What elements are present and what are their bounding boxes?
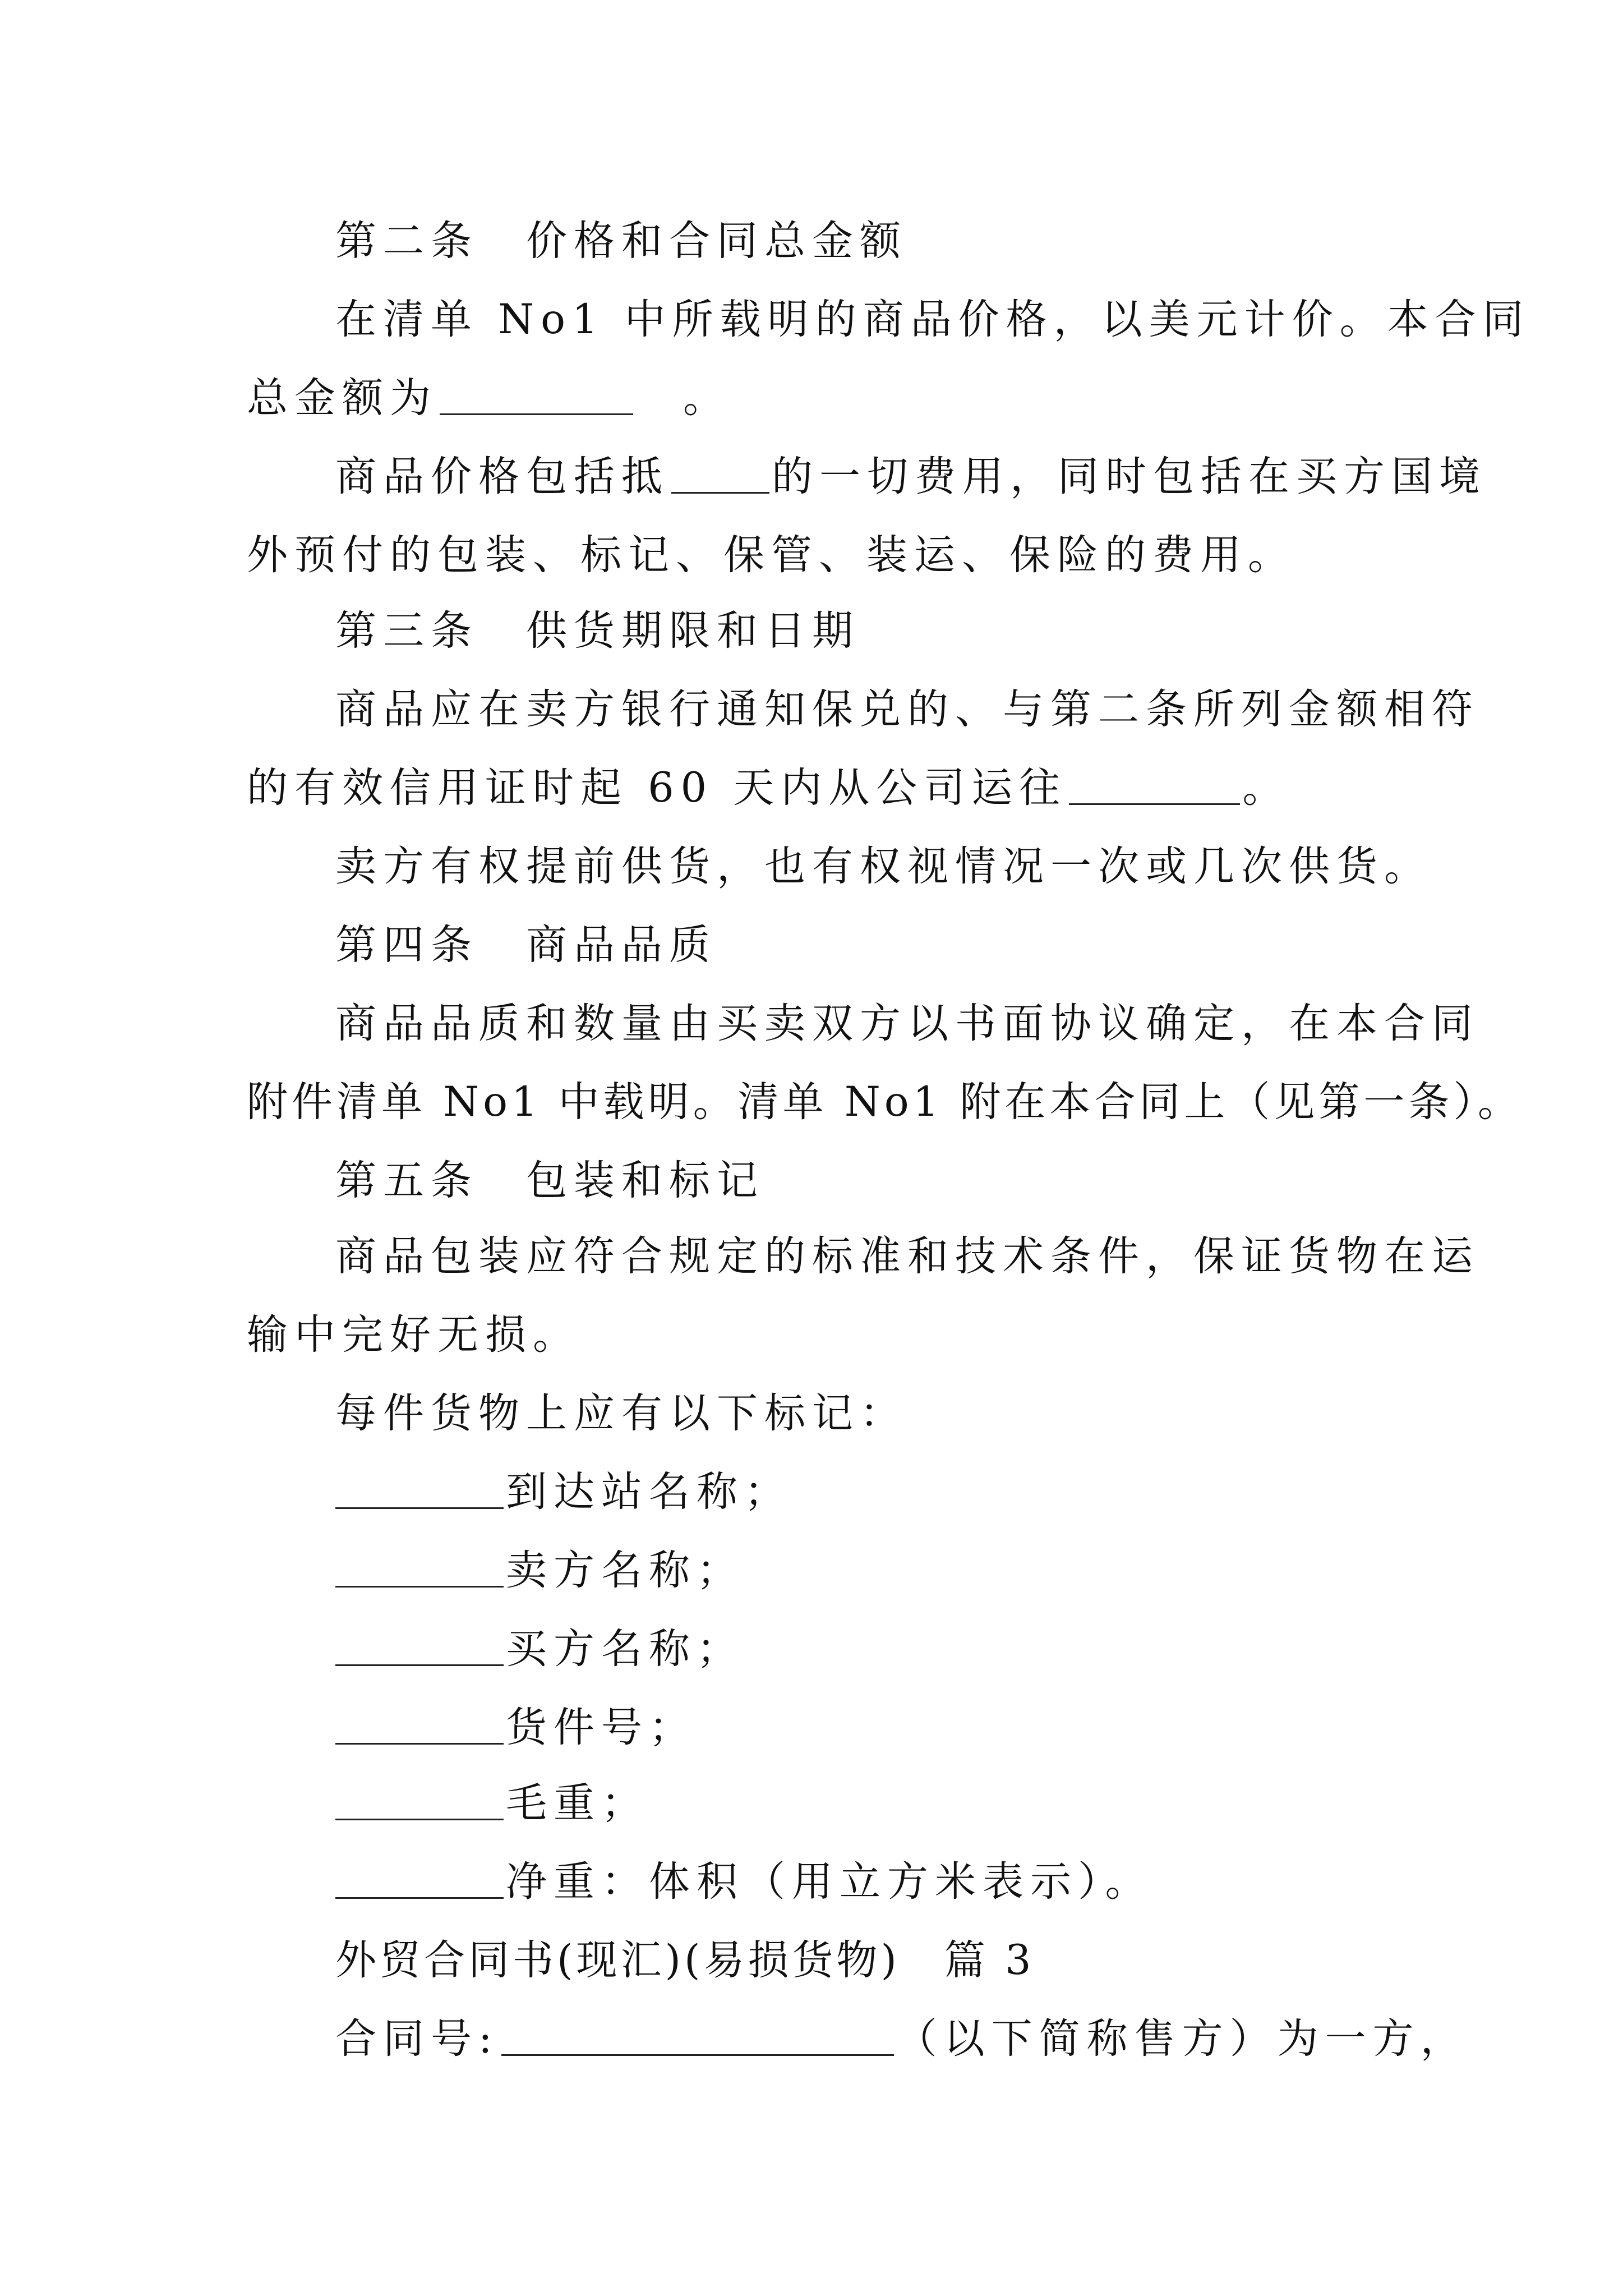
marking-label-3: 买方名称； <box>506 1625 744 1673</box>
section-title: 外贸合同书(现汇)(易损货物) 篇 3 <box>335 1936 1035 1984</box>
contract-party-text: （以下简称售方）为一方， <box>896 2015 1468 2063</box>
price-includes-text: 商品价格包括抵 <box>335 453 669 500</box>
article-2-paragraph-1-line-1: 在清单 No1 中所载明的商品价格，以美元计价。本合同 <box>335 296 1530 343</box>
article-3-paragraph-1-line-2 <box>247 763 1396 813</box>
article-3-title: 第三条 供货期限和日期 <box>335 607 860 655</box>
total-amount-end: 。 <box>635 374 731 422</box>
article-4-paragraph-1-line-1: 商品品质和数量由买卖双方以书面协议确定，在本合同 <box>335 1000 1479 1047</box>
article-3-paragraph-1-line-1: 商品应在卖方银行通知保兑的、与第二条所列金额相符 <box>335 685 1479 733</box>
marking-item-net-weight <box>335 1857 1485 1907</box>
article-4-paragraph-1-line-2: 附件清单 No1 中载明。清单 No1 附在本合同上（见第一条）。 <box>247 1078 1523 1126</box>
article-5-title: 第五条 包装和标记 <box>335 1157 764 1204</box>
marking-label-4: 货件号； <box>506 1704 697 1751</box>
article-5-paragraph-2: 每件货物上应有以下标记： <box>335 1389 907 1437</box>
article-2-title: 第二条 价格和合同总金额 <box>335 217 907 265</box>
marking-label-5: 毛重； <box>506 1779 649 1827</box>
shipment-destination-blank <box>1069 767 1240 805</box>
marking-blank-4 <box>335 1707 504 1745</box>
article-5-paragraph-1-line-1: 商品包装应符合规定的标准和技术条件，保证货物在运 <box>335 1232 1479 1280</box>
destination-blank <box>671 456 769 494</box>
marking-item-gross-weight <box>335 1778 1485 1829</box>
shipment-period-end: 。 <box>1242 764 1290 812</box>
shipment-period-text: 的有效信用证时起 60 天内从公司运往 <box>247 764 1067 812</box>
marking-blank-1 <box>335 1471 504 1509</box>
article-5-paragraph-1-line-2: 输中完好无损。 <box>247 1311 580 1359</box>
marking-label-2: 卖方名称； <box>506 1547 744 1594</box>
article-2-paragraph-1-line-2 <box>247 373 1396 424</box>
marking-blank-6 <box>335 1861 504 1899</box>
contract-number-label: 合同号: <box>335 2015 499 2063</box>
marking-item-station <box>335 1467 1485 1517</box>
marking-label-1: 到达站名称； <box>506 1468 792 1516</box>
article-4-title: 第四条 商品品质 <box>335 921 717 969</box>
total-amount-label: 总金额为 <box>247 374 437 422</box>
marking-item-package-number <box>335 1703 1485 1753</box>
article-2-paragraph-2-line-2: 外预付的包装、标记、保管、装运、保险的费用。 <box>247 531 1295 579</box>
marking-blank-2 <box>335 1550 504 1588</box>
marking-item-buyer <box>335 1624 1485 1674</box>
marking-blank-5 <box>335 1783 504 1820</box>
marking-label-6: 净重：体积（用立方米表示）。 <box>506 1858 1153 1906</box>
marking-item-seller <box>335 1545 1485 1596</box>
contract-number-line <box>335 2014 1485 2064</box>
total-amount-blank <box>440 378 633 415</box>
article-3-paragraph-2: 卖方有权提前供货，也有权视情况一次或几次供货。 <box>335 843 1432 890</box>
contract-number-blank <box>501 2018 894 2056</box>
article-2-paragraph-2-line-1 <box>335 452 1485 502</box>
marking-blank-3 <box>335 1628 504 1666</box>
price-includes-rest: 的一切费用，同时包括在买方国境 <box>772 453 1487 500</box>
